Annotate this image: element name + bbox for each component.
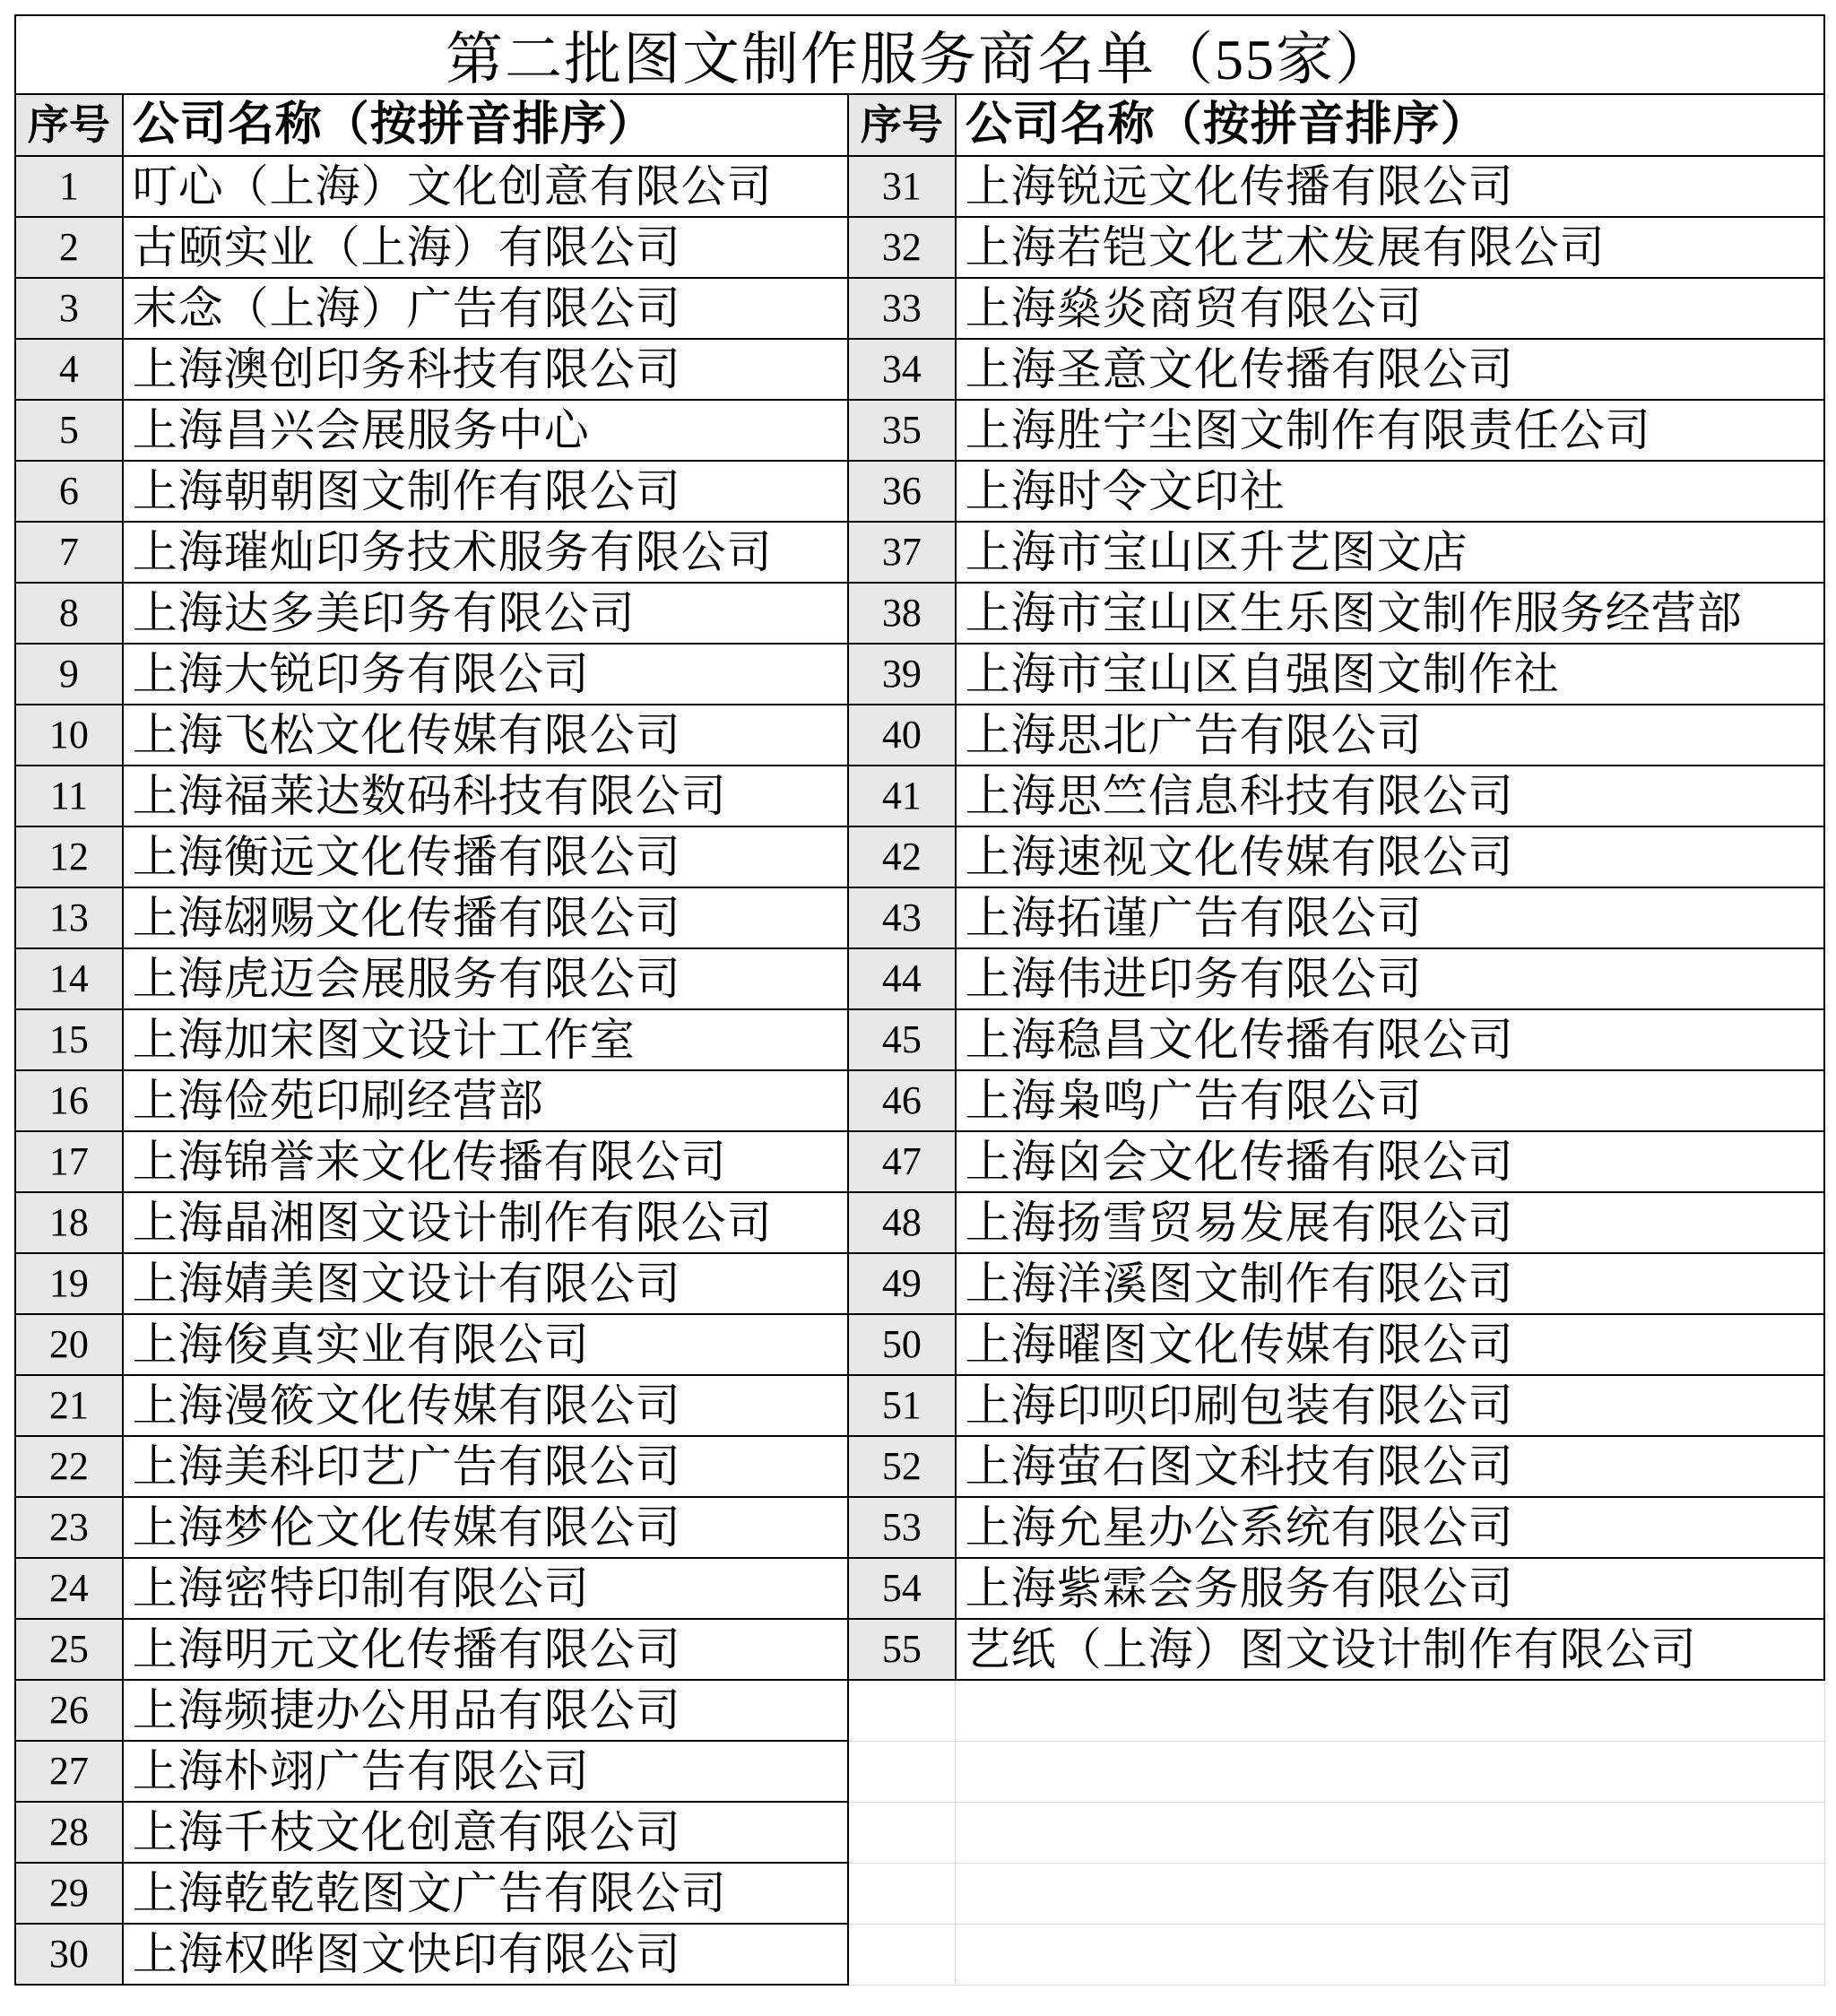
company-name: 上海拓谨广告有限公司 bbox=[956, 887, 1824, 948]
row-number: 11 bbox=[15, 766, 123, 826]
company-name: 上海衡远文化传播有限公司 bbox=[123, 826, 848, 887]
row-number: 9 bbox=[15, 644, 123, 705]
company-name: 上海翃赐文化传播有限公司 bbox=[123, 887, 848, 948]
company-name: 上海圣意文化传播有限公司 bbox=[956, 339, 1824, 400]
empty-cell bbox=[956, 1680, 1824, 1741]
row-number: 37 bbox=[848, 522, 956, 583]
company-name: 上海密特印制有限公司 bbox=[123, 1558, 848, 1619]
row-number: 48 bbox=[848, 1192, 956, 1253]
row-number: 45 bbox=[848, 1009, 956, 1070]
table-row bbox=[15, 1192, 1824, 1253]
row-number: 10 bbox=[15, 705, 123, 766]
row-number: 36 bbox=[848, 461, 956, 522]
row-number: 49 bbox=[848, 1253, 956, 1314]
row-number: 32 bbox=[848, 217, 956, 278]
row-number: 34 bbox=[848, 339, 956, 400]
table-row bbox=[15, 1558, 1824, 1619]
company-name: 上海洋溪图文制作有限公司 bbox=[956, 1253, 1824, 1314]
row-number: 25 bbox=[15, 1619, 123, 1680]
row-number: 53 bbox=[848, 1497, 956, 1558]
table-row bbox=[15, 705, 1824, 766]
table-row bbox=[15, 1375, 1824, 1436]
company-name: 上海印呗印刷包装有限公司 bbox=[956, 1375, 1824, 1436]
row-number: 12 bbox=[15, 826, 123, 887]
row-number: 7 bbox=[15, 522, 123, 583]
company-name: 上海乾乾乾图文广告有限公司 bbox=[123, 1863, 848, 1924]
empty-cell bbox=[956, 1863, 1824, 1924]
row-number: 31 bbox=[848, 156, 956, 217]
header-name-left: 公司名称（按拼音排序） bbox=[123, 94, 848, 156]
row-number: 18 bbox=[15, 1192, 123, 1253]
row-number: 35 bbox=[848, 400, 956, 461]
row-number: 40 bbox=[848, 705, 956, 766]
row-number: 50 bbox=[848, 1314, 956, 1375]
provider-table bbox=[14, 93, 1825, 1986]
row-number: 22 bbox=[15, 1436, 123, 1497]
table-row bbox=[15, 1314, 1824, 1375]
company-name: 上海市宝山区自强图文制作社 bbox=[956, 644, 1824, 705]
row-number: 23 bbox=[15, 1497, 123, 1558]
company-name: 上海市宝山区升艺图文店 bbox=[956, 522, 1824, 583]
row-number: 39 bbox=[848, 644, 956, 705]
empty-cell bbox=[956, 1924, 1824, 1985]
table-row bbox=[15, 400, 1824, 461]
row-number: 1 bbox=[15, 156, 123, 217]
company-name: 上海飞松文化传媒有限公司 bbox=[123, 705, 848, 766]
table-row bbox=[15, 217, 1824, 278]
header-name-right: 公司名称（按拼音排序） bbox=[956, 94, 1824, 156]
header-num-right: 序号 bbox=[848, 94, 956, 156]
company-name: 上海市宝山区生乐图文制作服务经营部 bbox=[956, 583, 1824, 644]
row-number: 33 bbox=[848, 278, 956, 339]
row-number: 52 bbox=[848, 1436, 956, 1497]
company-name: 上海枭鸣广告有限公司 bbox=[956, 1070, 1824, 1131]
row-number: 3 bbox=[15, 278, 123, 339]
row-number: 54 bbox=[848, 1558, 956, 1619]
table-row bbox=[15, 1497, 1824, 1558]
company-name: 上海燊炎商贸有限公司 bbox=[956, 278, 1824, 339]
empty-cell bbox=[848, 1741, 956, 1802]
table-row bbox=[15, 278, 1824, 339]
row-number: 46 bbox=[848, 1070, 956, 1131]
company-name: 上海俭苑印刷经营部 bbox=[123, 1070, 848, 1131]
empty-cell bbox=[848, 1863, 956, 1924]
company-name: 上海大锐印务有限公司 bbox=[123, 644, 848, 705]
table-row bbox=[15, 1131, 1824, 1192]
row-number: 38 bbox=[848, 583, 956, 644]
company-name: 上海频捷办公用品有限公司 bbox=[123, 1680, 848, 1741]
company-name: 上海思北广告有限公司 bbox=[956, 705, 1824, 766]
empty-cell bbox=[956, 1802, 1824, 1863]
company-name: 古颐实业（上海）有限公司 bbox=[123, 217, 848, 278]
row-number: 30 bbox=[15, 1924, 123, 1985]
company-name: 上海时令文印社 bbox=[956, 461, 1824, 522]
empty-cell bbox=[848, 1924, 956, 1985]
company-name: 叮心（上海）文化创意有限公司 bbox=[123, 156, 848, 217]
empty-cell bbox=[848, 1802, 956, 1863]
row-number: 16 bbox=[15, 1070, 123, 1131]
empty-cell bbox=[848, 1680, 956, 1741]
row-number: 29 bbox=[15, 1863, 123, 1924]
company-name: 上海千枝文化创意有限公司 bbox=[123, 1802, 848, 1863]
row-number: 43 bbox=[848, 887, 956, 948]
row-number: 26 bbox=[15, 1680, 123, 1741]
company-name: 上海昌兴会展服务中心 bbox=[123, 400, 848, 461]
table-row bbox=[15, 461, 1824, 522]
table-row bbox=[15, 339, 1824, 400]
table-row bbox=[15, 887, 1824, 948]
table-row bbox=[15, 948, 1824, 1009]
table-row bbox=[15, 1741, 1824, 1802]
row-number: 14 bbox=[15, 948, 123, 1009]
company-name: 上海囟会文化传播有限公司 bbox=[956, 1131, 1824, 1192]
row-number: 21 bbox=[15, 1375, 123, 1436]
company-name: 上海朝朝图文制作有限公司 bbox=[123, 461, 848, 522]
company-name: 上海紫霖会务服务有限公司 bbox=[956, 1558, 1824, 1619]
row-number: 42 bbox=[848, 826, 956, 887]
company-name: 上海萤石图文科技有限公司 bbox=[956, 1436, 1824, 1497]
company-name: 上海锐远文化传播有限公司 bbox=[956, 156, 1824, 217]
company-name: 上海若铠文化艺术发展有限公司 bbox=[956, 217, 1824, 278]
table-row bbox=[15, 156, 1824, 217]
table-row bbox=[15, 583, 1824, 644]
empty-cell bbox=[956, 1741, 1824, 1802]
row-number: 24 bbox=[15, 1558, 123, 1619]
table-row bbox=[15, 766, 1824, 826]
company-name: 上海璀灿印务技术服务有限公司 bbox=[123, 522, 848, 583]
company-name: 上海俊真实业有限公司 bbox=[123, 1314, 848, 1375]
row-number: 51 bbox=[848, 1375, 956, 1436]
company-name: 上海锦誉来文化传播有限公司 bbox=[123, 1131, 848, 1192]
row-number: 20 bbox=[15, 1314, 123, 1375]
document-title: 第二批图文制作服务商名单（55家） bbox=[14, 14, 1825, 93]
header-num-left: 序号 bbox=[15, 94, 123, 156]
row-number: 2 bbox=[15, 217, 123, 278]
row-number: 27 bbox=[15, 1741, 123, 1802]
row-number: 6 bbox=[15, 461, 123, 522]
company-name: 上海速视文化传媒有限公司 bbox=[956, 826, 1824, 887]
company-name: 艺纸（上海）图文设计制作有限公司 bbox=[956, 1619, 1824, 1680]
row-number: 47 bbox=[848, 1131, 956, 1192]
company-name: 上海加宋图文设计工作室 bbox=[123, 1009, 848, 1070]
table-row bbox=[15, 1619, 1824, 1680]
company-name: 上海虎迈会展服务有限公司 bbox=[123, 948, 848, 1009]
company-name: 上海伟进印务有限公司 bbox=[956, 948, 1824, 1009]
table-row bbox=[15, 522, 1824, 583]
table-row bbox=[15, 1253, 1824, 1314]
company-name: 上海梦伦文化传媒有限公司 bbox=[123, 1497, 848, 1558]
company-name: 上海漫筱文化传媒有限公司 bbox=[123, 1375, 848, 1436]
header-row bbox=[15, 94, 1824, 156]
company-name: 上海朴翊广告有限公司 bbox=[123, 1741, 848, 1802]
table-row bbox=[15, 644, 1824, 705]
row-number: 4 bbox=[15, 339, 123, 400]
company-name: 上海明元文化传播有限公司 bbox=[123, 1619, 848, 1680]
row-number: 19 bbox=[15, 1253, 123, 1314]
company-name: 上海权晔图文快印有限公司 bbox=[123, 1924, 848, 1985]
row-number: 55 bbox=[848, 1619, 956, 1680]
table-row bbox=[15, 1436, 1824, 1497]
company-name: 上海稳昌文化传播有限公司 bbox=[956, 1009, 1824, 1070]
table-row bbox=[15, 1680, 1824, 1741]
row-number: 5 bbox=[15, 400, 123, 461]
row-number: 28 bbox=[15, 1802, 123, 1863]
company-name: 上海允星办公系统有限公司 bbox=[956, 1497, 1824, 1558]
spreadsheet-document bbox=[14, 14, 1825, 2012]
company-name: 上海福莱达数码科技有限公司 bbox=[123, 766, 848, 826]
table-row bbox=[15, 826, 1824, 887]
company-name: 上海澳创印务科技有限公司 bbox=[123, 339, 848, 400]
row-number: 13 bbox=[15, 887, 123, 948]
company-name: 上海胜宁尘图文制作有限责任公司 bbox=[956, 400, 1824, 461]
table-row bbox=[15, 1009, 1824, 1070]
table-row bbox=[15, 1802, 1824, 1863]
table-row bbox=[15, 1070, 1824, 1131]
row-number: 15 bbox=[15, 1009, 123, 1070]
row-number: 17 bbox=[15, 1131, 123, 1192]
company-name: 上海晶湘图文设计制作有限公司 bbox=[123, 1192, 848, 1253]
company-name: 上海美科印艺广告有限公司 bbox=[123, 1436, 848, 1497]
company-name: 上海婧美图文设计有限公司 bbox=[123, 1253, 848, 1314]
row-number: 41 bbox=[848, 766, 956, 826]
company-name: 末念（上海）广告有限公司 bbox=[123, 278, 848, 339]
row-number: 8 bbox=[15, 583, 123, 644]
company-name: 上海思竺信息科技有限公司 bbox=[956, 766, 1824, 826]
table-row bbox=[15, 1863, 1824, 1924]
table-row bbox=[15, 1924, 1824, 1985]
company-name: 上海曜图文化传媒有限公司 bbox=[956, 1314, 1824, 1375]
row-number: 44 bbox=[848, 948, 956, 1009]
company-name: 上海达多美印务有限公司 bbox=[123, 583, 848, 644]
company-name: 上海扬雪贸易发展有限公司 bbox=[956, 1192, 1824, 1253]
